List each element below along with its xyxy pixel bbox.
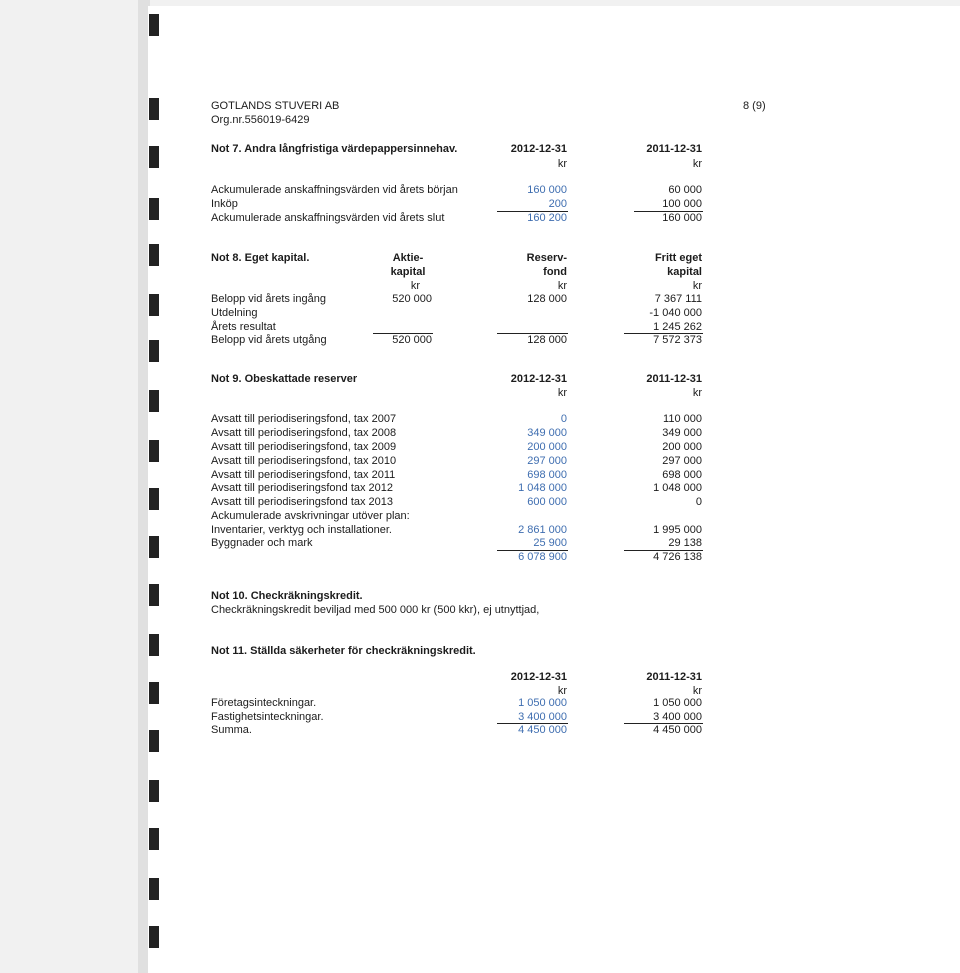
table-cell: 110 000 [663, 413, 702, 425]
table-row-label: Avsatt till periodiseringsfond, tax 2007 [211, 413, 397, 425]
table-cell: 520 000 [392, 334, 432, 346]
table-row-label: Företagsinteckningar. [211, 697, 317, 709]
table-row-label: Summa. [211, 724, 252, 736]
table-cell: 1 050 000 [653, 697, 702, 709]
note9-col2-unit: kr [692, 387, 702, 399]
note9-col2-header: 2011-12-31 [646, 373, 702, 385]
note9-col1-header: 2012-12-31 [510, 373, 567, 385]
binder-hole [149, 390, 159, 412]
table-row-label: Belopp vid årets ingång [211, 293, 326, 305]
note11-col2-header: 2011-12-31 [646, 671, 702, 683]
table-cell: 7 572 373 [653, 334, 702, 346]
binder-hole [149, 878, 159, 900]
binder-hole [149, 146, 159, 168]
binder-hole [149, 488, 159, 510]
table-cell: 200 [548, 198, 567, 210]
table-cell: 7 367 111 [654, 293, 702, 305]
column-header: Aktie- [392, 252, 424, 264]
note11-col1-header: 2012-12-31 [510, 671, 567, 683]
table-cell: 1 048 000 [518, 482, 567, 494]
binder-hole [149, 244, 159, 266]
org-number: Org.nr.556019-6429 [211, 114, 310, 126]
table-row-label: Inköp [211, 198, 238, 210]
table-cell: 3 400 000 [518, 711, 567, 723]
column-header: kapital [390, 266, 426, 278]
table-cell: 128 000 [527, 293, 567, 305]
table-row-label: Ackumulerade anskaffningsvärden vid årets början [211, 184, 458, 196]
table-cell: 4 450 000 [518, 724, 567, 736]
table-cell: 1 050 000 [518, 697, 567, 709]
note10-title: Not 10. Checkräkningskredit. [211, 590, 363, 602]
table-cell: 2 861 000 [518, 524, 567, 536]
binder-hole [149, 294, 159, 316]
table-row-label: Avsatt till periodiseringsfond, tax 2011 [211, 469, 396, 481]
table-cell: -1 040 000 [649, 307, 702, 319]
note7-col2-unit: kr [692, 158, 702, 170]
table-cell: 60 000 [668, 184, 702, 196]
binder-hole [149, 340, 159, 362]
table-row-label: Avsatt till periodiseringsfond, tax 2008 [211, 427, 397, 439]
table-cell: 1 048 000 [653, 482, 702, 494]
column-header: Fritt eget [654, 252, 702, 264]
table-row-label: Avsatt till periodiseringsfond tax 2012 [211, 482, 394, 494]
binder-hole [149, 926, 159, 948]
table-row-label: Avsatt till periodiseringsfond tax 2013 [211, 496, 394, 508]
table-cell: 200 000 [527, 441, 567, 453]
table-cell: 160 200 [527, 212, 567, 224]
table-cell: 160 000 [662, 212, 702, 224]
column-header: Reserv- [526, 252, 567, 264]
company-name: GOTLANDS STUVERI AB [211, 100, 340, 112]
binder-hole [149, 98, 159, 120]
table-row-label: Ackumulerade avskrivningar utöver plan: [211, 510, 410, 522]
binder-hole [149, 634, 159, 656]
table-cell: 698 000 [662, 469, 702, 481]
binder-hole [149, 440, 159, 462]
binder-hole [149, 682, 159, 704]
table-row-label: Fastighetsinteckningar. [211, 711, 324, 723]
table-cell: 3 400 000 [653, 711, 702, 723]
table-cell: 200 000 [662, 441, 702, 453]
table-cell: 349 000 [527, 427, 567, 439]
note9-col1-unit: kr [557, 387, 567, 399]
table-cell: 4 450 000 [653, 724, 702, 736]
table-cell: 297 000 [527, 455, 567, 467]
table-row-label: Avsatt till periodiseringsfond, tax 2009 [211, 441, 397, 453]
table-row-label: Ackumulerade anskaffningsvärden vid årets slut [211, 212, 445, 224]
table-cell: 100 000 [662, 198, 702, 210]
table-total: 6 078 900 [518, 551, 567, 563]
table-cell: 128 000 [527, 334, 567, 346]
table-row-label: Utdelning [211, 307, 258, 319]
table-row-label: Belopp vid årets utgång [211, 334, 327, 346]
table-row-label: Inventarier, verktyg och installationer. [211, 524, 392, 536]
table-total: 4 726 138 [653, 551, 702, 563]
table-row-label: Årets resultat [211, 321, 276, 333]
table-cell: 25 900 [533, 537, 567, 549]
binder-hole [149, 730, 159, 752]
page-number: 8 (9) [743, 100, 766, 112]
note11-title: Not 11. Ställda säkerheter för checkräkningskredit. [211, 645, 476, 657]
binder-hole [149, 780, 159, 802]
table-cell: 1 245 262 [653, 321, 702, 333]
column-header: kapital [667, 266, 702, 278]
column-header: fond [543, 266, 567, 278]
note7-col1-unit: kr [557, 158, 567, 170]
column-unit: kr [557, 280, 567, 292]
binder-hole [149, 14, 159, 36]
binder-hole [149, 198, 159, 220]
column-unit: kr [410, 280, 420, 292]
note7-title: Not 7. Andra långfristiga värdepappersinnehav. [211, 143, 458, 155]
table-cell: 160 000 [527, 184, 567, 196]
note7-col2-header: 2011-12-31 [646, 143, 702, 155]
table-cell: 0 [695, 496, 702, 508]
note11-col2-unit: kr [692, 685, 702, 697]
table-row-label: Byggnader och mark [211, 537, 313, 549]
column-unit: kr [692, 280, 702, 292]
table-cell: 1 995 000 [653, 524, 702, 536]
binder-hole [149, 584, 159, 606]
table-cell: 600 000 [527, 496, 567, 508]
table-cell: 29 138 [668, 537, 702, 549]
table-row-label: Avsatt till periodiseringsfond, tax 2010 [211, 455, 397, 467]
note8-title: Not 8. Eget kapital. [211, 252, 310, 264]
note11-col1-unit: kr [557, 685, 567, 697]
note10-text: Checkräkningskredit beviljad med 500 000 kr (500 kkr), ej utnyttjad, [211, 604, 540, 616]
table-cell: 349 000 [662, 427, 702, 439]
binder-hole [149, 536, 159, 558]
note7-col1-header: 2012-12-31 [510, 143, 567, 155]
table-cell: 297 000 [662, 455, 702, 467]
table-cell: 698 000 [527, 469, 567, 481]
binder-hole [149, 828, 159, 850]
note9-title: Not 9. Obeskattade reserver [211, 373, 358, 385]
table-cell: 520 000 [392, 293, 432, 305]
table-cell: 0 [560, 413, 567, 425]
